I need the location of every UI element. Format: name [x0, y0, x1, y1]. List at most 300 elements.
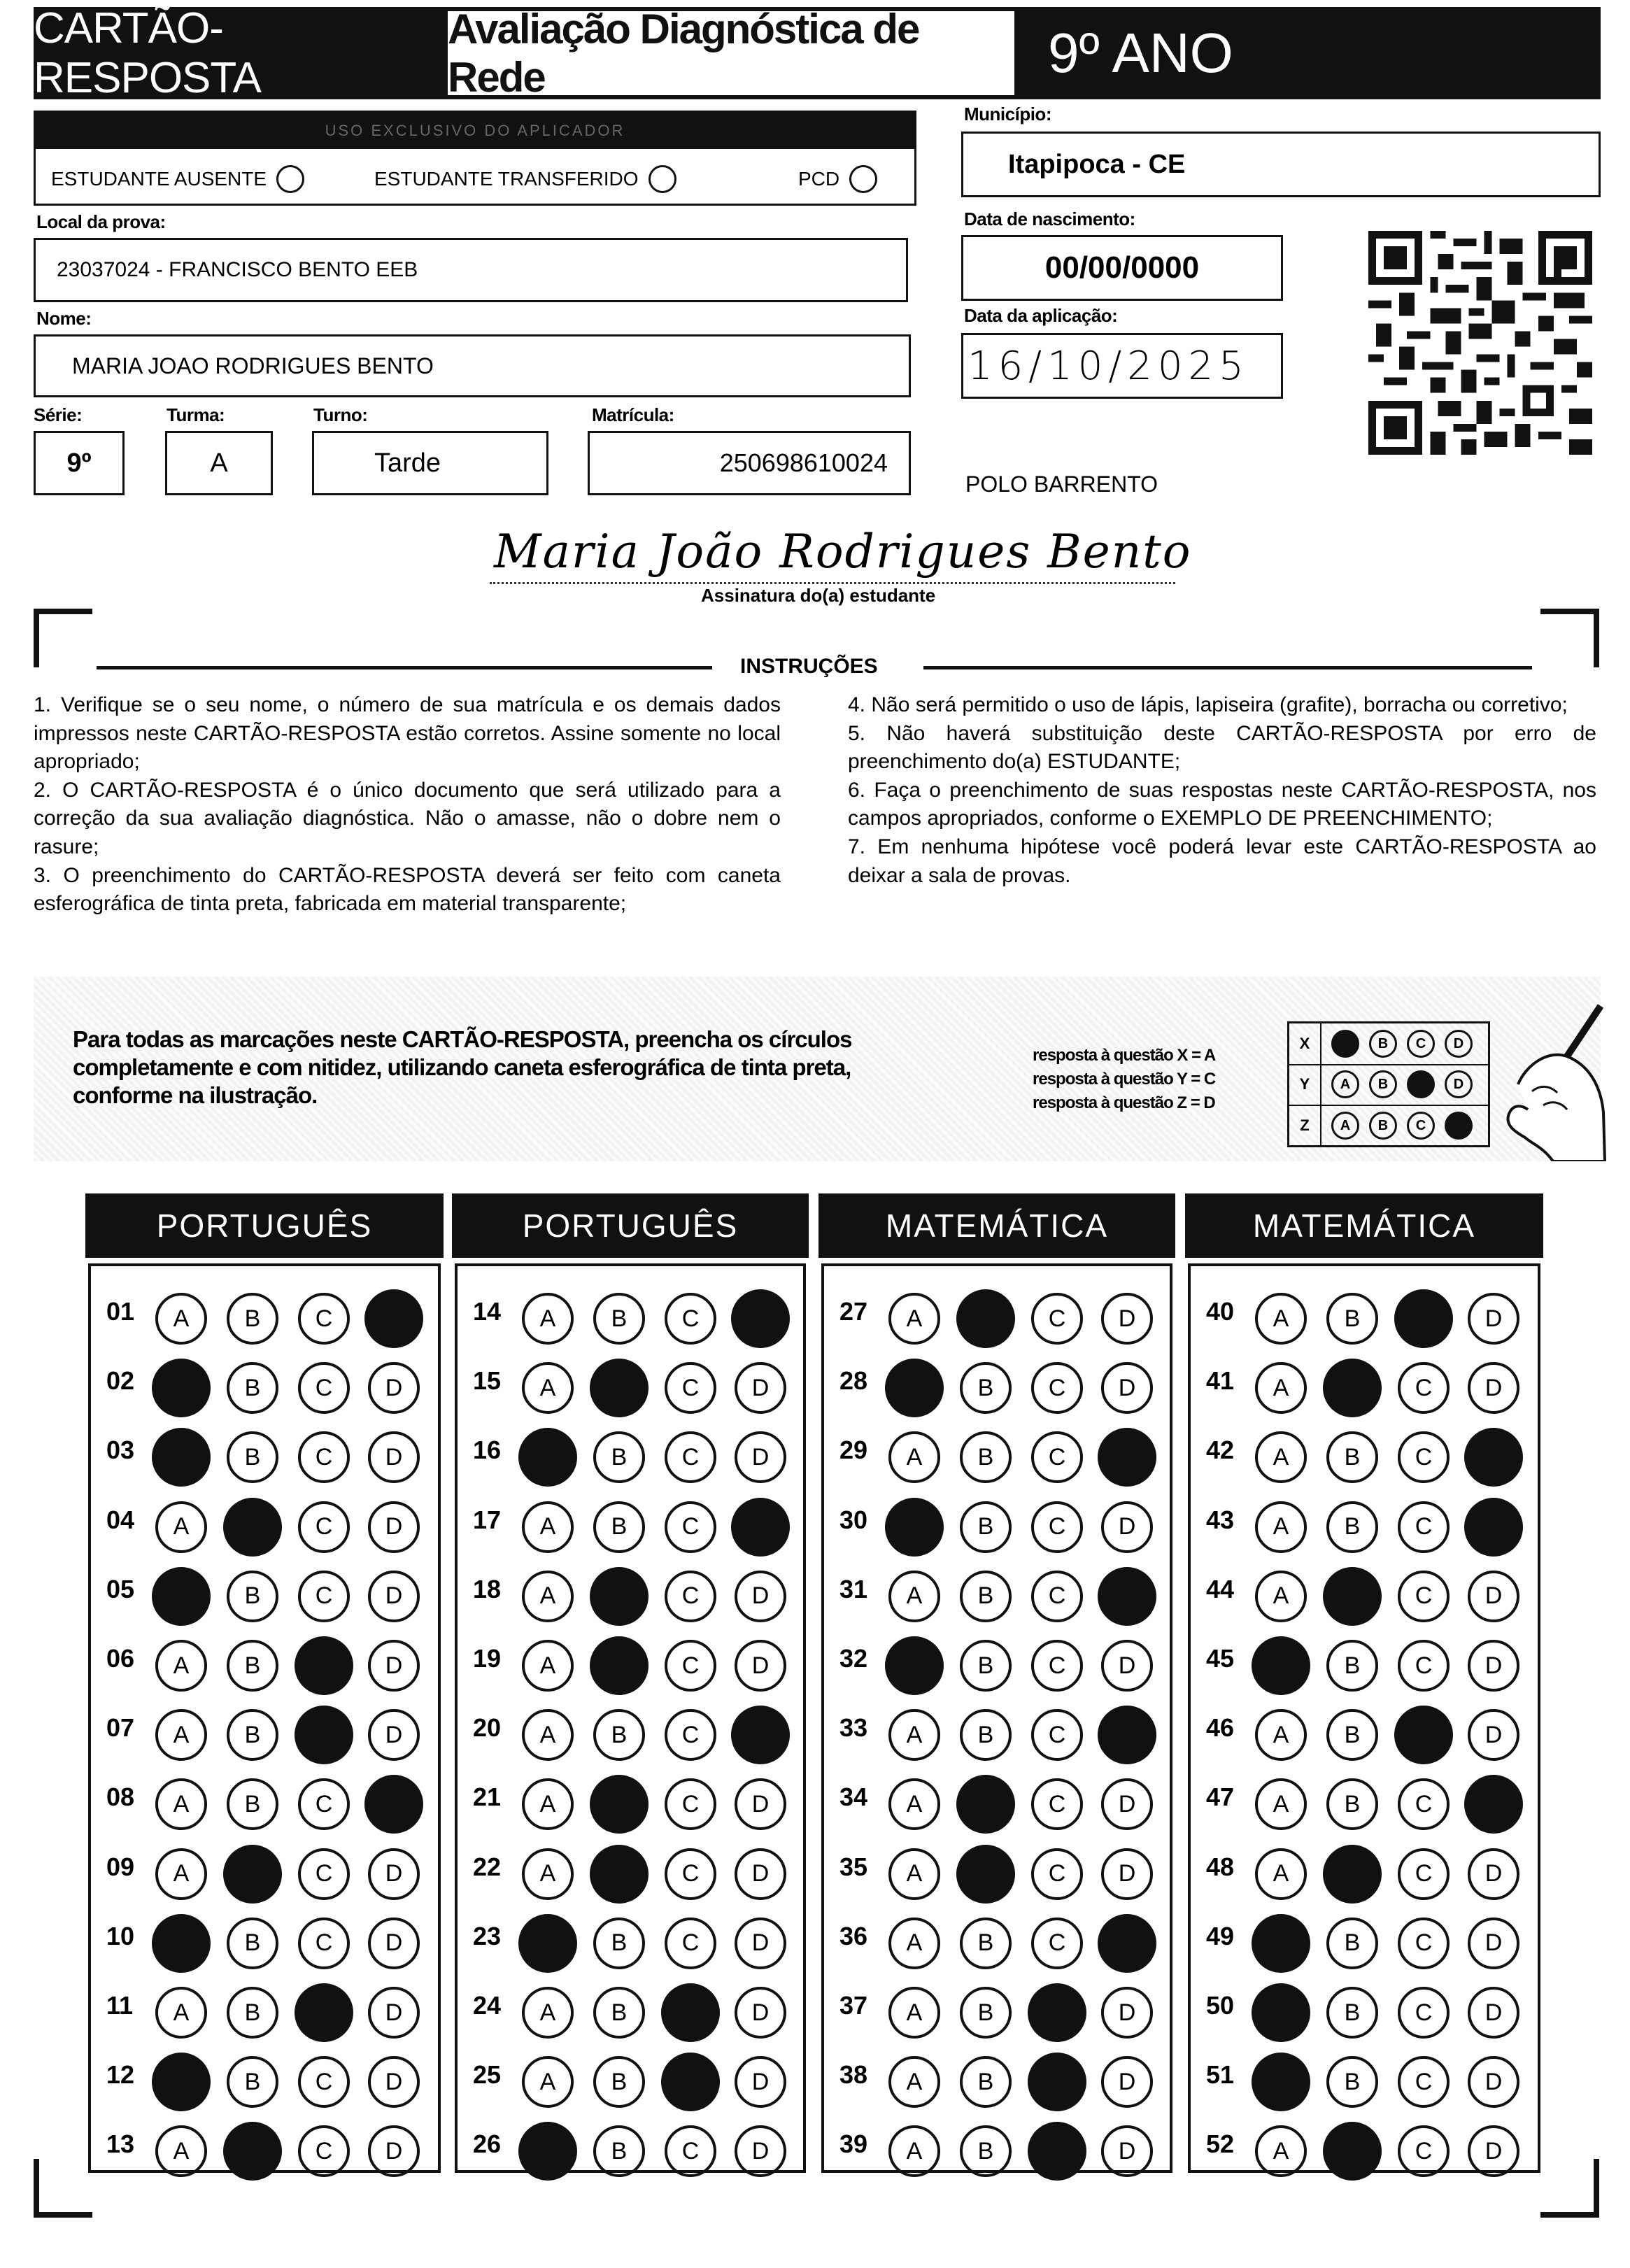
- answer-bubble-c[interactable]: C: [1398, 1571, 1450, 1622]
- answer-bubble-c[interactable]: C: [665, 1778, 716, 1830]
- example-text: Para todas as marcações neste CARTÃO-RESPOSTA, preencha os círculos completamente e com nitidez, utilizando caneta esferográfica de tinta preta, conforme na ilustração.: [73, 1026, 852, 1108]
- question-number: 50: [1206, 1991, 1235, 2020]
- answer-bubble-a[interactable]: A: [522, 1987, 574, 2039]
- answer-bubble-d[interactable]: D: [735, 1431, 786, 1483]
- question-row: [458, 1345, 803, 1415]
- answer-bubble-c[interactable]: C: [665, 1431, 716, 1483]
- example-legend-y: resposta à questão Y = C: [1033, 1070, 1216, 1089]
- matricula-field: [588, 431, 911, 495]
- answer-bubble-d[interactable]: D: [368, 1501, 420, 1553]
- answer-bubble-c[interactable]: C: [298, 1778, 350, 1830]
- answer-bubble-a[interactable]: A: [888, 2125, 940, 2177]
- grade-label: 9º ANO: [1048, 22, 1233, 84]
- answer-bubble-c[interactable]: C: [1028, 1983, 1086, 2042]
- answer-bubble-a[interactable]: A: [888, 1778, 940, 1830]
- answer-bubble-b[interactable]: B: [956, 1289, 1015, 1348]
- answer-bubble-d[interactable]: D: [731, 1289, 790, 1348]
- answer-bubble-d[interactable]: D: [1468, 1571, 1519, 1622]
- answer-bubble-a[interactable]: A: [888, 1709, 940, 1761]
- answer-bubble-b[interactable]: B: [593, 2056, 645, 2108]
- answer-bubble-b[interactable]: B: [956, 1845, 1015, 1904]
- answer-bubble-c[interactable]: C: [298, 1848, 350, 1900]
- answer-bubble-b[interactable]: B: [590, 1636, 649, 1695]
- answer-column: [88, 1263, 441, 2173]
- section-header: PORTUGUÊS: [452, 1193, 809, 1258]
- answer-bubble-b[interactable]: B: [227, 1918, 278, 1969]
- answer-bubble-b[interactable]: B: [1326, 1640, 1378, 1692]
- answer-bubble-a[interactable]: A: [522, 1293, 574, 1345]
- answer-bubble-d[interactable]: D: [368, 1640, 420, 1692]
- example-bubble-b: B: [1369, 1112, 1397, 1140]
- question-number: 09: [106, 1852, 135, 1881]
- answer-bubble-d[interactable]: D: [368, 1571, 420, 1622]
- answer-bubble-d[interactable]: D: [735, 1778, 786, 1830]
- answer-bubble-c[interactable]: C: [1398, 1918, 1450, 1969]
- question-number: 44: [1206, 1574, 1235, 1603]
- example-bubble-d: D: [1445, 1112, 1473, 1140]
- answer-bubble-a[interactable]: A: [1252, 1983, 1310, 2042]
- answer-bubble-a[interactable]: A: [1255, 1848, 1307, 1900]
- answer-bubble-c[interactable]: C: [298, 1918, 350, 1969]
- answer-bubble-d[interactable]: D: [1101, 2056, 1153, 2108]
- aplicacao-field[interactable]: [961, 333, 1283, 399]
- answer-bubble-a[interactable]: A: [155, 2125, 207, 2177]
- answer-bubble-c[interactable]: C: [1398, 1362, 1450, 1414]
- answer-bubble-d[interactable]: D: [1464, 1775, 1523, 1834]
- answer-bubble-b[interactable]: B: [590, 1359, 649, 1417]
- answer-bubble-c[interactable]: C: [1398, 1640, 1450, 1692]
- question-row: [824, 1692, 1170, 1762]
- answer-bubble-a[interactable]: A: [152, 1359, 211, 1417]
- answer-bubble-b[interactable]: B: [1326, 1987, 1378, 2039]
- answer-bubble-c[interactable]: C: [665, 1293, 716, 1345]
- answer-bubble-c[interactable]: C: [665, 1640, 716, 1692]
- answer-bubble-b[interactable]: B: [960, 2125, 1012, 2177]
- question-number: 48: [1206, 1852, 1235, 1881]
- answer-bubble-c[interactable]: C: [295, 1706, 353, 1764]
- answer-bubble-d[interactable]: D: [1101, 1987, 1153, 2039]
- turma-field: [165, 431, 273, 495]
- answer-bubble-a[interactable]: A: [888, 1431, 940, 1483]
- answer-bubble-a[interactable]: A: [522, 1778, 574, 1830]
- answer-bubble-c[interactable]: C: [665, 1362, 716, 1414]
- answer-bubble-a[interactable]: A: [888, 1571, 940, 1622]
- answer-bubble-b[interactable]: B: [227, 1640, 278, 1692]
- answer-bubble-b[interactable]: B: [1326, 1709, 1378, 1761]
- answer-bubble-c[interactable]: C: [1031, 1778, 1083, 1830]
- answer-bubble-d[interactable]: D: [1468, 1362, 1519, 1414]
- answer-bubble-a[interactable]: A: [152, 2053, 211, 2111]
- answer-bubble-d[interactable]: D: [1468, 2056, 1519, 2108]
- answer-bubble-c[interactable]: C: [665, 1709, 716, 1761]
- answer-bubble-b[interactable]: B: [1323, 1359, 1382, 1417]
- answer-bubble-b[interactable]: B: [227, 1362, 278, 1414]
- answer-bubble-b[interactable]: B: [593, 1501, 645, 1553]
- section-header: MATEMÁTICA: [818, 1193, 1175, 1258]
- municipio-label: Município:: [964, 104, 1051, 125]
- answer-bubble-c[interactable]: C: [1398, 1501, 1450, 1553]
- answer-bubble-a[interactable]: A: [1255, 1501, 1307, 1553]
- answer-bubble-c[interactable]: C: [665, 1918, 716, 1969]
- answer-bubble-c[interactable]: C: [1031, 1293, 1083, 1345]
- answer-bubble-d[interactable]: D: [1468, 1640, 1519, 1692]
- answer-bubble-b[interactable]: B: [227, 1431, 278, 1483]
- answer-bubble-d[interactable]: D: [731, 1498, 790, 1557]
- question-number: 32: [839, 1644, 868, 1673]
- serie-value: 9º: [66, 448, 92, 478]
- turma-label: Turma:: [166, 404, 225, 425]
- answer-bubble-c[interactable]: C: [295, 1636, 353, 1695]
- matricula-value: 250698610024: [719, 448, 888, 477]
- answer-bubble-c[interactable]: C: [1031, 1918, 1083, 1969]
- answer-bubble-b[interactable]: B: [223, 2122, 282, 2181]
- question-number: 11: [106, 1991, 134, 2020]
- answer-bubble-b[interactable]: B: [956, 1775, 1015, 1834]
- answer-bubble-a[interactable]: A: [888, 1987, 940, 2039]
- answer-bubble-c[interactable]: C: [1398, 1987, 1450, 2039]
- pcd-option[interactable]: [798, 155, 877, 204]
- answer-bubble-d[interactable]: D: [368, 1709, 420, 1761]
- transferred-option[interactable]: [374, 155, 676, 204]
- answer-bubble-a[interactable]: A: [1255, 1571, 1307, 1622]
- absent-label: ESTUDANTE AUSENTE: [51, 168, 267, 190]
- answer-bubble-c[interactable]: C: [661, 2053, 720, 2111]
- answer-bubble-a[interactable]: A: [152, 1567, 211, 1626]
- answer-bubble-a[interactable]: A: [888, 1293, 940, 1345]
- answer-bubble-d[interactable]: D: [368, 1362, 420, 1414]
- answer-bubble-d[interactable]: D: [735, 2125, 786, 2177]
- answer-bubble-d[interactable]: D: [364, 1289, 423, 1348]
- answer-bubble-a[interactable]: A: [1255, 1431, 1307, 1483]
- aplicacao-label: Data da aplicação:: [964, 305, 1118, 326]
- question-number: 45: [1206, 1644, 1235, 1673]
- answer-bubble-d[interactable]: D: [1468, 1918, 1519, 1969]
- answer-bubble-a[interactable]: A: [1255, 1362, 1307, 1414]
- question-number: 17: [473, 1505, 502, 1534]
- answer-bubble-a[interactable]: A: [1252, 1636, 1310, 1695]
- answer-bubble-a[interactable]: A: [522, 1848, 574, 1900]
- answer-bubble-a[interactable]: A: [522, 1640, 574, 1692]
- answer-bubble-b[interactable]: B: [593, 1987, 645, 2039]
- absent-option[interactable]: [51, 155, 304, 204]
- answer-bubble-a[interactable]: A: [1252, 2053, 1310, 2111]
- instruction-5: 5. Não haverá substituição deste CARTÃO-RESPOSTA por erro de preenchimento do(a) ESTUDANTE;: [848, 721, 1596, 774]
- answer-bubble-b[interactable]: B: [593, 1293, 645, 1345]
- question-number: 47: [1206, 1782, 1235, 1812]
- question-row: [91, 1831, 438, 1901]
- question-row: [458, 1623, 803, 1693]
- pcd-circle[interactable]: [849, 165, 877, 193]
- answer-bubble-a[interactable]: A: [155, 1709, 207, 1761]
- question-row: [824, 1345, 1170, 1415]
- answer-bubble-c[interactable]: C: [661, 1983, 720, 2042]
- answer-bubble-d[interactable]: D: [1098, 1706, 1156, 1764]
- nascimento-label: Data de nascimento:: [964, 208, 1135, 229]
- answer-bubble-b[interactable]: B: [960, 1362, 1012, 1414]
- answer-bubble-d[interactable]: D: [368, 1987, 420, 2039]
- question-row: [1191, 1554, 1538, 1624]
- answer-bubble-d[interactable]: D: [1101, 1501, 1153, 1553]
- answer-bubble-b[interactable]: B: [590, 1845, 649, 1904]
- question-number: 03: [106, 1436, 135, 1465]
- instruction-6: 6. Faça o preenchimento de suas respostas neste CARTÃO-RESPOSTA, nos campos apropriados, conforme o EXEMPLO DE PREENCHIMENTO;: [848, 778, 1596, 830]
- answer-bubble-c[interactable]: C: [298, 2056, 350, 2108]
- answer-bubble-d[interactable]: D: [1468, 2125, 1519, 2177]
- question-row: [824, 1623, 1170, 1693]
- answer-bubble-b[interactable]: B: [960, 1640, 1012, 1692]
- answer-bubble-b[interactable]: B: [227, 1778, 278, 1830]
- answer-bubble-d[interactable]: D: [1468, 1293, 1519, 1345]
- answer-bubble-c[interactable]: C: [1031, 1571, 1083, 1622]
- answer-bubble-d[interactable]: D: [735, 1987, 786, 2039]
- answer-bubble-b[interactable]: B: [1323, 1567, 1382, 1626]
- answer-bubble-b[interactable]: B: [960, 1918, 1012, 1969]
- answer-bubble-b[interactable]: B: [1323, 2122, 1382, 2181]
- instruction-3: 3. O preenchimento do CARTÃO-RESPOSTA deverá ser feito com caneta esferográfica de tinta preta, fabricada em material transparente;: [34, 863, 781, 916]
- aplicacao-value: 16/10/2025: [968, 343, 1249, 389]
- answer-bubble-b[interactable]: B: [960, 1987, 1012, 2039]
- nascimento-field: [961, 235, 1283, 301]
- section-header: MATEMÁTICA: [1185, 1193, 1543, 1258]
- answer-bubble-d[interactable]: D: [735, 1571, 786, 1622]
- answer-bubble-c[interactable]: C: [1394, 1706, 1453, 1764]
- answer-bubble-a[interactable]: A: [1252, 1914, 1310, 1973]
- answer-bubble-c[interactable]: C: [298, 1571, 350, 1622]
- question-number: 39: [839, 2129, 868, 2159]
- answer-bubble-b[interactable]: B: [227, 1293, 278, 1345]
- answer-bubble-a[interactable]: A: [1255, 1778, 1307, 1830]
- answer-bubble-d[interactable]: D: [735, 1848, 786, 1900]
- question-row: [1191, 2039, 1538, 2109]
- answer-bubble-d[interactable]: D: [364, 1775, 423, 1834]
- answer-bubble-b[interactable]: B: [960, 1431, 1012, 1483]
- answer-bubble-d[interactable]: D: [368, 1848, 420, 1900]
- answer-bubble-d[interactable]: D: [1101, 1293, 1153, 1345]
- answer-bubble-c[interactable]: C: [1398, 1431, 1450, 1483]
- answer-bubble-a[interactable]: A: [155, 1778, 207, 1830]
- question-row: [1191, 1276, 1538, 1346]
- qr-code: [1368, 231, 1592, 455]
- answer-bubble-a[interactable]: A: [885, 1636, 944, 1695]
- answer-bubble-a[interactable]: A: [518, 1428, 577, 1487]
- answer-bubble-c[interactable]: C: [298, 2125, 350, 2177]
- hand-pen-icon: [1476, 1000, 1609, 1161]
- card-title: CARTÃO-RESPOSTA: [34, 4, 262, 102]
- nome-label: Nome:: [36, 308, 92, 329]
- answer-bubble-a[interactable]: A: [888, 1848, 940, 1900]
- nome-field: [34, 334, 911, 397]
- example-bubble-b: B: [1369, 1070, 1397, 1098]
- answer-bubble-d[interactable]: D: [368, 1918, 420, 1969]
- answer-bubble-a[interactable]: A: [155, 1848, 207, 1900]
- answer-bubble-c[interactable]: C: [1031, 1640, 1083, 1692]
- signature-label: Assinatura do(a) estudante: [701, 585, 936, 606]
- answer-bubble-d[interactable]: D: [1098, 1428, 1156, 1487]
- answer-bubble-c[interactable]: C: [1031, 1431, 1083, 1483]
- answer-bubble-b[interactable]: B: [960, 1709, 1012, 1761]
- question-number: 14: [473, 1297, 502, 1326]
- question-row: [824, 2108, 1170, 2178]
- answer-bubble-c[interactable]: C: [1028, 2053, 1086, 2111]
- answer-bubble-b[interactable]: B: [223, 1498, 282, 1557]
- answer-bubble-d[interactable]: D: [1101, 1640, 1153, 1692]
- answer-bubble-a[interactable]: A: [885, 1498, 944, 1557]
- answer-bubble-c[interactable]: C: [665, 1571, 716, 1622]
- answer-bubble-d[interactable]: D: [1468, 1709, 1519, 1761]
- question-row: [1191, 1692, 1538, 1762]
- answer-bubble-b[interactable]: B: [1326, 1431, 1378, 1483]
- answer-bubble-a[interactable]: A: [155, 1987, 207, 2039]
- answer-bubble-c[interactable]: C: [1031, 1848, 1083, 1900]
- answer-bubble-b[interactable]: B: [227, 1987, 278, 2039]
- answer-bubble-b[interactable]: B: [960, 1571, 1012, 1622]
- answer-bubble-d[interactable]: D: [735, 1640, 786, 1692]
- answer-bubble-a[interactable]: A: [1255, 1293, 1307, 1345]
- answer-bubble-b[interactable]: B: [227, 1709, 278, 1761]
- student-signature: Maria João Rodrigues Bento: [494, 525, 1192, 579]
- answer-bubble-c[interactable]: C: [298, 1501, 350, 1553]
- answer-bubble-d[interactable]: D: [368, 1431, 420, 1483]
- applicator-bar: USO EXCLUSIVO DO APLICADOR: [36, 113, 914, 149]
- answer-bubble-b[interactable]: B: [227, 1571, 278, 1622]
- question-number: 38: [839, 2060, 868, 2090]
- answer-bubble-d[interactable]: D: [1098, 1914, 1156, 1973]
- answer-bubble-c[interactable]: C: [298, 1293, 350, 1345]
- answer-bubble-b[interactable]: B: [1326, 1778, 1378, 1830]
- answer-bubble-c[interactable]: C: [665, 2125, 716, 2177]
- example-row: [1289, 1064, 1488, 1106]
- answer-bubble-d[interactable]: D: [368, 2056, 420, 2108]
- answer-bubble-a[interactable]: A: [522, 2056, 574, 2108]
- question-row: [458, 1415, 803, 1484]
- question-row: [1191, 1970, 1538, 2040]
- answer-bubble-d[interactable]: D: [1101, 1362, 1153, 1414]
- answer-bubble-c[interactable]: C: [295, 1983, 353, 2042]
- question-row: [1191, 1762, 1538, 1831]
- instruction-7: 7. Em nenhuma hipótese você poderá levar este CARTÃO-RESPOSTA ao deixar a sala de provas.: [848, 835, 1596, 887]
- answer-bubble-a[interactable]: A: [522, 1571, 574, 1622]
- example-legend: [1033, 1044, 1215, 1115]
- answer-bubble-c[interactable]: C: [1398, 2125, 1450, 2177]
- answer-bubble-a[interactable]: A: [1255, 2125, 1307, 2177]
- answer-bubble-b[interactable]: B: [1323, 1845, 1382, 1904]
- answer-bubble-d[interactable]: D: [1098, 1567, 1156, 1626]
- answer-bubble-d[interactable]: D: [1464, 1428, 1523, 1487]
- answer-bubble-b[interactable]: B: [223, 1845, 282, 1904]
- question-number: 30: [839, 1505, 868, 1534]
- answer-bubble-d[interactable]: D: [1468, 1848, 1519, 1900]
- question-row: [458, 1484, 803, 1554]
- answer-bubble-a[interactable]: A: [1255, 1709, 1307, 1761]
- answer-bubble-d[interactable]: D: [735, 1918, 786, 1969]
- question-number: 02: [106, 1366, 135, 1396]
- example-legend-x: resposta à questão X = A: [1033, 1046, 1216, 1065]
- answer-bubble-d[interactable]: D: [735, 1362, 786, 1414]
- header-bar: [34, 4, 1601, 102]
- answer-bubble-b[interactable]: B: [593, 1431, 645, 1483]
- question-number: 06: [106, 1644, 135, 1673]
- question-number: 21: [473, 1782, 502, 1812]
- answer-bubble-a[interactable]: A: [155, 1293, 207, 1345]
- answer-bubble-a[interactable]: A: [888, 1918, 940, 1969]
- answer-bubble-c[interactable]: C: [1398, 1848, 1450, 1900]
- municipio-field: [961, 132, 1601, 197]
- question-row: [824, 1970, 1170, 2040]
- answer-bubble-a[interactable]: A: [152, 1914, 211, 1973]
- answer-bubble-d[interactable]: D: [1101, 2125, 1153, 2177]
- answer-bubble-c[interactable]: C: [1031, 1362, 1083, 1414]
- answer-bubble-a[interactable]: A: [518, 2122, 577, 2181]
- answer-bubble-a[interactable]: A: [522, 1709, 574, 1761]
- answer-bubble-b[interactable]: B: [590, 1567, 649, 1626]
- turno-label: Turno:: [313, 404, 368, 425]
- answer-bubble-d[interactable]: D: [1468, 1987, 1519, 2039]
- answer-bubble-b[interactable]: B: [960, 2056, 1012, 2108]
- answer-bubble-a[interactable]: A: [522, 1362, 574, 1414]
- answer-bubble-b[interactable]: B: [593, 1918, 645, 1969]
- answer-bubble-c[interactable]: C: [1398, 1778, 1450, 1830]
- answer-bubble-b[interactable]: B: [1326, 1501, 1378, 1553]
- question-number: 08: [106, 1782, 135, 1812]
- answer-bubble-c[interactable]: C: [298, 1362, 350, 1414]
- answer-bubble-b[interactable]: B: [593, 1709, 645, 1761]
- answer-bubble-b[interactable]: B: [590, 1775, 649, 1834]
- answer-bubble-c[interactable]: C: [1398, 2056, 1450, 2108]
- question-number: 01: [106, 1297, 135, 1326]
- answer-bubble-d[interactable]: D: [368, 2125, 420, 2177]
- answer-bubble-d[interactable]: D: [731, 1706, 790, 1764]
- local-label: Local da prova:: [36, 211, 166, 232]
- question-number: 16: [473, 1436, 502, 1465]
- answer-bubble-c[interactable]: C: [1028, 2122, 1086, 2181]
- answer-bubble-c[interactable]: C: [665, 1501, 716, 1553]
- question-number: 20: [473, 1713, 502, 1743]
- answer-bubble-a[interactable]: A: [888, 2056, 940, 2108]
- answer-bubble-a[interactable]: A: [152, 1428, 211, 1487]
- question-row: [91, 1623, 438, 1693]
- answer-bubble-b[interactable]: B: [1326, 1293, 1378, 1345]
- answer-bubble-b[interactable]: B: [593, 2125, 645, 2177]
- answer-bubble-d[interactable]: D: [1101, 1778, 1153, 1830]
- answer-bubble-c[interactable]: C: [1031, 1501, 1083, 1553]
- answer-bubble-c[interactable]: C: [665, 1848, 716, 1900]
- answer-bubble-b[interactable]: B: [1326, 1918, 1378, 1969]
- transferred-circle[interactable]: [649, 165, 676, 193]
- question-row: [458, 1970, 803, 2040]
- answer-bubble-b[interactable]: B: [1326, 2056, 1378, 2108]
- answer-bubble-d[interactable]: D: [1464, 1498, 1523, 1557]
- answer-bubble-a[interactable]: A: [518, 1914, 577, 1973]
- answer-bubble-c[interactable]: C: [1394, 1289, 1453, 1348]
- answer-bubble-a[interactable]: A: [885, 1359, 944, 1417]
- instructions-title: INSTRUÇÕES: [740, 655, 878, 678]
- answer-bubble-b[interactable]: B: [227, 2056, 278, 2108]
- answer-bubble-c[interactable]: C: [1031, 1709, 1083, 1761]
- answer-bubble-d[interactable]: D: [1101, 1848, 1153, 1900]
- absent-circle[interactable]: [276, 165, 304, 193]
- question-number: 49: [1206, 1921, 1235, 1950]
- answer-bubble-a[interactable]: A: [155, 1501, 207, 1553]
- answer-bubble-c[interactable]: C: [298, 1431, 350, 1483]
- answer-bubble-b[interactable]: B: [960, 1501, 1012, 1553]
- signature-line: [490, 582, 1175, 584]
- question-row: [91, 2108, 438, 2178]
- answer-bubble-a[interactable]: A: [155, 1640, 207, 1692]
- answer-bubble-d[interactable]: D: [735, 2056, 786, 2108]
- example-row: [1289, 1023, 1488, 1065]
- answer-bubble-a[interactable]: A: [522, 1501, 574, 1553]
- answer-column: [1188, 1263, 1540, 2173]
